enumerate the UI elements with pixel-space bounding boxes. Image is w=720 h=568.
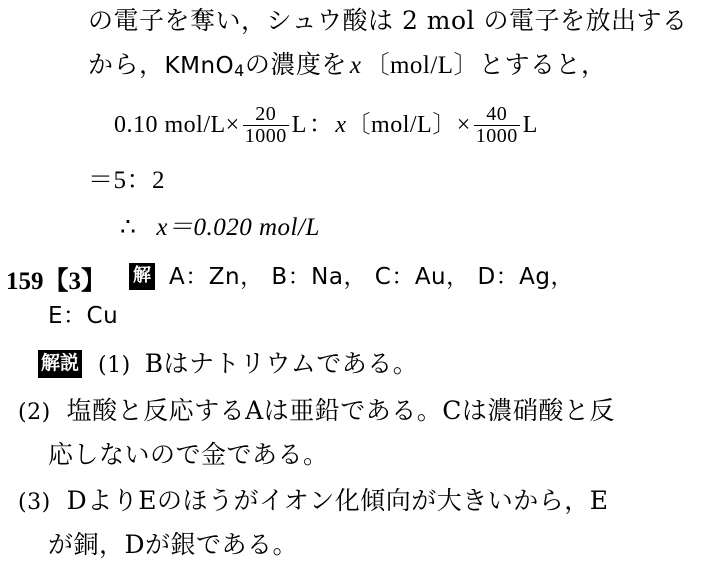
explanation-item-2-text-line2: 応しないので金である。 [48,440,329,469]
therefore-symbol: ∴ [120,214,137,241]
fraction-20-1000 [243,104,289,147]
fraction-numerator: 20 [255,103,277,125]
explanation-row-3 [18,488,608,514]
solution-line-2 [88,52,607,79]
explanation-item-2-marker: (2) [18,400,51,425]
explanation-item-3-text-line1: DよりEのほうがイオン化傾向が大きいから，E [66,486,609,515]
problem-bracket: 【3】 [43,268,107,295]
kmno4-formula: KMnO [164,53,235,79]
explanation-item-1-marker: (1) [98,353,131,378]
explanation-item-3-text-line2: が銅，Dが銀である。 [48,530,299,559]
equation-result-ratio: ＝5：2 [88,167,166,194]
answer-values-line2: E：Cu [48,303,119,329]
fraction-denominator: 1000 [475,125,518,147]
mol-per-liter-unit: 〔mol/L〕 [364,52,480,79]
equation-colon: ： [308,112,334,139]
explanation-item-2-text-line1: 塩酸と反応するAは亜鉛である。Cは濃硝酸と反 [66,396,615,425]
final-x-value: x＝0.020 mol/L [156,214,320,241]
equation-times-1: × [225,112,240,139]
equation-times-2: × [456,112,471,139]
variable-x: x [349,52,362,79]
answer-values: A：Zn， B：Na， C：Au， D：Ag， [169,264,574,290]
solution-line-2-mid: の濃度を [244,50,347,79]
fraction-numerator: 40 [486,103,508,125]
equation-variable-x: x [335,112,347,139]
solution-line-2-prefix: から， [88,50,165,79]
explanation-item-1-text: Bはナトリウムである。 [144,349,419,378]
explanation-label-badge: 解説 [38,350,82,378]
equation-liter-1: L [291,112,307,139]
problem-number-value: 159 [6,268,44,295]
equation-unit-2: 〔mol/L〕 [346,112,457,139]
fraction-40-1000 [474,104,520,147]
answer-label-badge: 解 [129,263,155,290]
explanation-item-3-marker: (3) [18,490,51,515]
equation-ratio [114,105,538,148]
kmno4-subscript: 4 [234,61,245,80]
explanation-row-1 [38,350,418,378]
fraction-denominator: 1000 [244,125,287,147]
equation-final [120,215,320,240]
equation-liter-2: L [522,112,538,139]
explanation-row-2 [18,398,615,424]
solution-line-1: の電子を奪い，シュウ酸は 2 mol の電子を放出する [88,6,688,35]
answer-row [129,263,574,290]
equation-left-concentration: 0.10 mol/L [114,112,226,139]
solution-line-2-suffix: とすると， [479,50,607,79]
problem-number [6,261,106,297]
